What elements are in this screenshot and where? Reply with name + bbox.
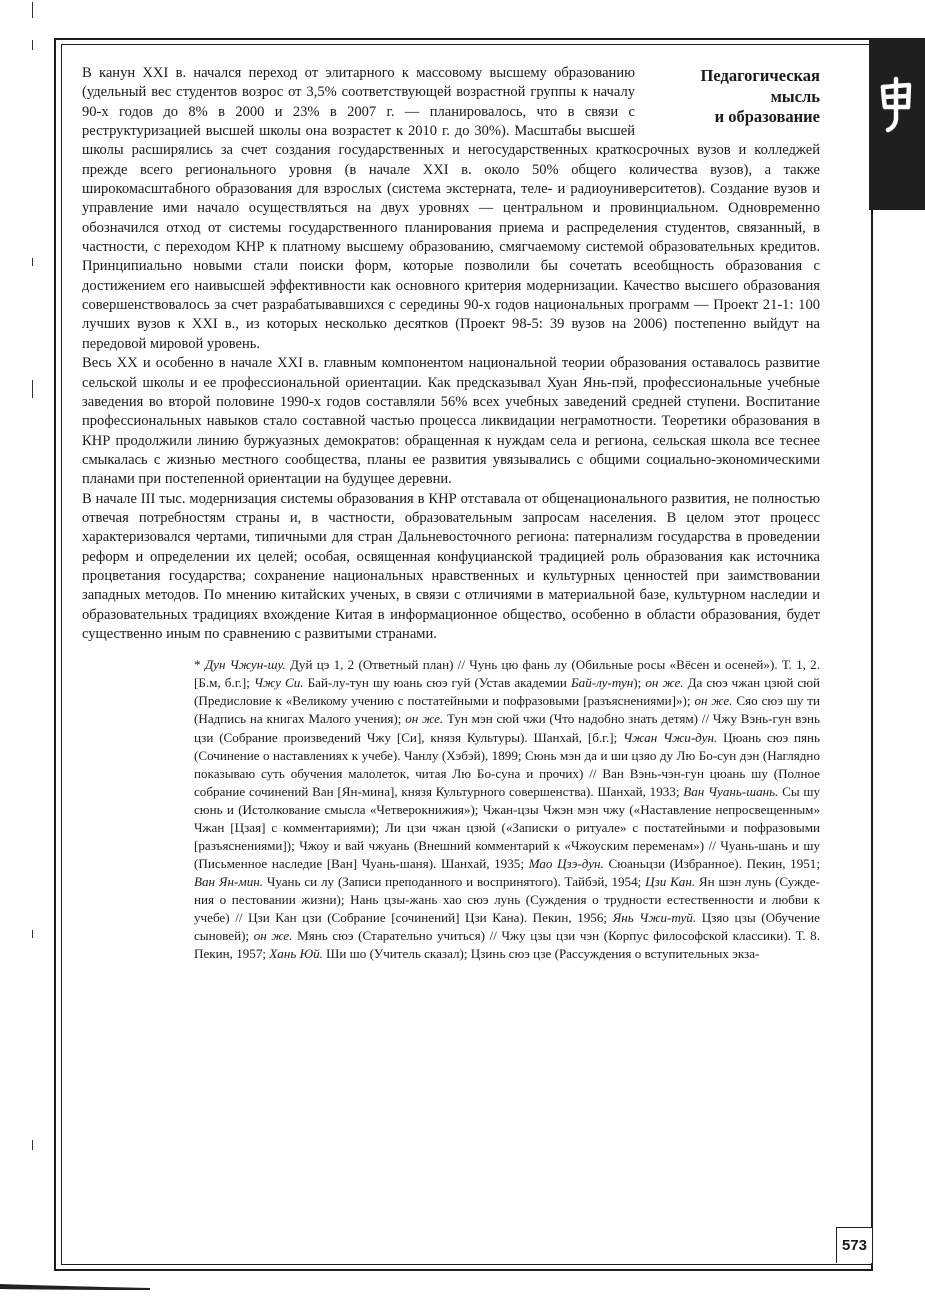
footnote-author: Дун Чжун-шу. [204, 657, 286, 673]
footnote-text: Тун мэн сюй чжи (Что надобно знать детям) // Чжу Вэнь-гун вэнь цзи (Собрание произведений Чжу [Си], князя Культуры). Шанхай, [б.г.]; [194, 711, 820, 745]
footnote-text: ); [633, 675, 646, 691]
footnote-text: Бай-лу-тун шу юань сюэ гуй (Устав академии [303, 675, 571, 691]
footnote-text: Дуй цэ 1, 2 (Ответный план) // Чунь цю фань лу (Обильные росы «Вёсен и осеней»). Т. 1, 2. [Б.м, б.г.]; [194, 657, 820, 691]
heading-line: Педагогическая [700, 66, 820, 85]
scan-mark [32, 2, 33, 18]
footnote-author: Цзи Кан. [645, 873, 696, 889]
footnote-author: Янь Чжи-туй. [612, 909, 697, 925]
footnote-text: Сяо сюэ шу ти (Надпись на книгах Малого учения); [194, 693, 820, 727]
footnote-text: Чуань си лу (Записи преподанного и воспринятого). Тайбэй, 1954; [263, 873, 646, 889]
body-paragraph: В канун XXI в. начался переход от элитарного к массовому высшему образованию (удельный вес студентов возрос от 3,5% соответствующей возрастной группы к началу 90-х годов до 8% в 2000 и 23% в 2007 г. — планировалось, что в связи с реструктуризацией высшей школы она возрастет к 2010 г. до 30%). Масштабы высшей школы расширялись за счет создания государственных и негосударственных краткосрочных вузов и колледжей прежде всего регионального уровня (в начале XXI в. около 50% общего количества вузов), а также широкомасштабного образования для взрослых (система экстерната, теле- и радиоуниверситетов). Создание вузов и управление ими начало осуществляться на двух уровнях — центральном и провинциальном. Одновременно обозначился отход от системы государственного планирования приема и распределения студентов, связанный, в частности, с переходом КНР к платному высшему образованию, смягчаемому системой образовательных кредитов. Принципиально новыми стали поиски форм, которые позволили бы сочетать всеобщность образования с достижением его наивысшей эффективности как основного критерия модернизации. Качество высшего образования совершенствовалось за счет разрабатывавшихся с середины 90-х годов национальных программ — Проект 21-1: 100 лучших вузов к XXI в., из которых несколько десятков (Проект 98-5: 39 вузов на 2006) постепенно выйдут на передовой мировой уровень. [82, 65, 820, 352]
footnote-text: Цзяо цзы (Обучение сыновей); [194, 909, 820, 944]
scan-smudge [0, 1278, 150, 1292]
footnote-author: Мао Цзэ-дун. [528, 855, 604, 871]
scan-mark [32, 1140, 33, 1150]
footnote-author: он же. [694, 693, 733, 709]
footnote-text: Мянь сюэ (Старательно учиться) // Чжу цзы цзи чэн (Корпус философской классики). Т. 8. Пекин, 1957; [194, 928, 820, 962]
footnote-text: Ян шэн лунь (Суждения о пестовании жизни); Нань цзы-жань хао сюэ лунь (Суждения о трудности естественности и любви к учебе) // Цзи Кан цзи (Собрание [сочинений] Цзи Кана). Пекин, 1956; [194, 873, 820, 925]
heading-line: мысль [770, 86, 820, 106]
page-content [82, 64, 820, 963]
scan-mark [32, 40, 33, 50]
footnote-author: он же. [645, 675, 684, 691]
body-paragraph: Весь XX и особенно в начале XXI в. главным компонентом национальной теории образования оставалось развитие сельской школы и ее профессиональной ориентации. Как предсказывал Хуан Янь-пэй, профессиональные учебные заведения во второй половине 1990-х годов составляли 56% всех учебных заведений средней ступени. Воспитание профессиональных навыков стало составной частью процесса ликвидации неграмотности. Теоретики образования в КНР продолжили линию буржуазных демократов: обращенная к нуждам села и региона, сельская школа все теснее смыкалась с жизнью местного сообщества, планы ее развития увязывались с общими социально-экономическими планами при постепенной ориентации на будущее деревни. [82, 355, 820, 488]
scan-mark [32, 380, 33, 398]
footnote-author: он же. [253, 928, 293, 944]
footnote-author: Бай-лу-тун [570, 675, 634, 691]
heading-line: и образование [714, 107, 820, 127]
footnote-author: Чжу Си. [253, 675, 304, 691]
footnote-text: Сюаньцзи (Избранное). Пекин, 1951; [603, 855, 820, 871]
footnote-text: Ши шо (Учитель сказал); Цзинь сюэ цзе (Рассуждения о вступительных экза- [322, 946, 760, 962]
footnote-references [194, 656, 820, 963]
footnote-author: Ван Чуань-шань. [683, 783, 779, 799]
page-number: 573 [836, 1227, 872, 1263]
footnote-text: Цюань сюэ пянь (Сочинение о наставлениях к учебе). Чанлу (Хэбэй), 1899; Сюнь мэн да и ши цзяо ду Лю Бо-сун дэн (Наглядно показываю суть обучения малолеток, читая Лю Бо-суна и прочих) // Ван Вэнь-чэн-гун цюань шу (Полное собрание сочинений Ван [Ян-мина], князя Культурного совершенства). Шанхай, 1933; [194, 729, 821, 799]
footnote-author: Чжан Чжи-дун. [623, 729, 718, 745]
section-glyph-icon [878, 75, 916, 135]
body-paragraph: В начале III тыс. модернизация системы образования в КНР отставала от общенационального развития, не полностью отвечая потребностям страны и, в частности, образовательным запросам населения. В целом этот процесс характеризовался чертами, типичными для стран Дальневосточного региона: патернализм государства в проведении реформ и определении их целей; особая, освященная конфуцианской традицией роль образования как источника процветания государства; сохранение национальных нравственных и культурных ценностей при заимствовании западных методов. По мнению китайских ученых, в связи с отличиями в материальной базе, культурном наследии и образовательных традициях вхождение Китая в информационное общество, особенно в области образования, будет существенно иным по сравнению с развитыми странами. [82, 490, 820, 642]
footnote-text: Сы шу сюнь и (Истолкование смысла «Четверокнижия»); Чжан-цзы Чжэн мэн чжу («Наставление непросвещенным» Чжан [Цзая] с комментариями); Ли цзи чжан цзюй («Записки о ритуале» с постатейными и пофразовыми [разъяснениями]); Чжоу и вай чжуань (Внешний комментарий к «Чжоуским переменам») // Чуань-шань и шу (Письменное наследие [Ван] Чуань-шаня). Шанхай, 1935; [194, 783, 820, 871]
footnote-author: он же. [405, 711, 444, 727]
scan-mark [32, 930, 33, 938]
section-heading [645, 66, 820, 128]
footnote-author: Ван Ян-мин. [194, 873, 264, 889]
scan-mark [32, 258, 33, 266]
footnote-author: Хань Юй. [269, 946, 323, 962]
footnote-text: Да сюэ чжан цзюй сюй (Предисловие к «Великому учению с постатейными и пофразовыми [разъяснениями]»); [194, 675, 820, 709]
footnote-text: * [194, 657, 205, 673]
